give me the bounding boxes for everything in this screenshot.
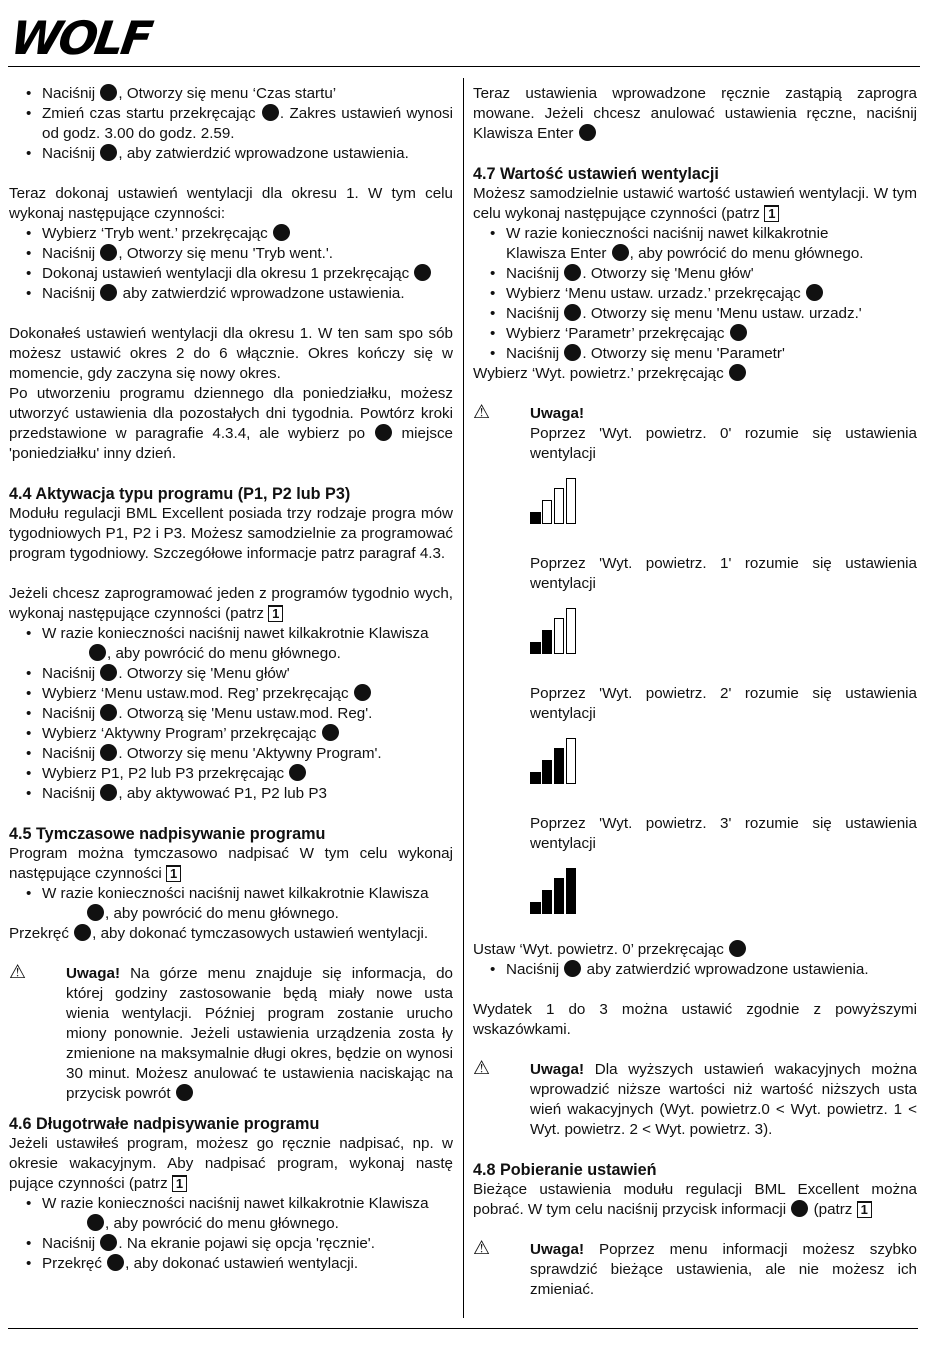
control-button-icon (100, 1234, 117, 1251)
enter-button-icon (612, 244, 629, 261)
knob-icon (729, 940, 746, 957)
list-item (9, 84, 453, 104)
vent-level-2-text: Poprzez 'Wyt. powietrz. 2' rozumie się ustawienia wentylacji (530, 685, 917, 722)
list-item (473, 264, 917, 284)
text: Naciśnij (506, 265, 564, 282)
text: . Otworzy się menu 'Menu ustaw. urzadz.' (582, 305, 862, 322)
list-item (9, 704, 453, 724)
note-ventilation-levels (473, 404, 917, 464)
paragraph-4-6 (9, 1134, 453, 1194)
control-button-icon (414, 264, 431, 281)
bar (542, 500, 552, 524)
text: Naciśnij (42, 85, 100, 102)
list-item (473, 960, 917, 980)
text: W razie konieczności naciśnij nawet kilkakrotnie (506, 225, 829, 242)
bar (530, 642, 541, 654)
bar (554, 878, 564, 914)
text: . Otworzy się menu 'Aktywny Program'. (118, 745, 382, 762)
bullet-list-4-4-b (9, 664, 453, 804)
note-title: Uwaga! (530, 405, 585, 422)
heading-4-5: 4.5 Tymczasowe nadpisywanie programu (9, 825, 326, 843)
list-item (9, 1234, 453, 1254)
paragraph-4-8 (473, 1180, 917, 1220)
control-button-icon (100, 244, 117, 261)
paragraph-period-1: Teraz dokonaj ustawień wentylacji dla okresu 1. W tym celu wykonaj następujące czynności: (9, 185, 453, 222)
text: , Otworzy się menu ‘Czas startu’ (118, 85, 337, 102)
reference-box-icon: 1 (764, 205, 779, 222)
paragraph-output-levels: Wydatek 1 do 3 można ustawić zgodnie z powyższymi wskazówkami. (473, 1001, 917, 1038)
list-item (9, 664, 453, 684)
note-text: Na górze menu znajduje się informacja, do której godziny zastosowanie będą miały nowe usta wienia wentylacji. Później program zostanie urucho miony ponownie. Jeżeli ustawienia urządzenia zosta ły zmienione na maksymalnie długi okres, będzie on wynosi 30 minut. Możesz anulować te ustawienia naciskając na przycisk powrót (66, 965, 453, 1102)
text: aby zatwierdzić wprowadzone ustawienia. (118, 285, 405, 302)
list-item (473, 304, 917, 324)
list-item (9, 764, 453, 784)
control-button-icon (100, 84, 117, 101)
knob-icon (74, 924, 91, 941)
note-title: Uwaga! (66, 965, 121, 982)
text: , aby dokonać ustawień wentylacji. (125, 1255, 359, 1272)
text: W razie konieczności naciśnij nawet kilkakrotnie Klawisza (42, 885, 429, 902)
text: Naciśnij (42, 245, 100, 262)
control-button-icon (273, 224, 290, 241)
heading-4-8: 4.8 Pobieranie ustawień (473, 1161, 657, 1179)
control-button-icon (289, 764, 306, 781)
control-button-icon (564, 344, 581, 361)
reference-box-icon: 1 (172, 1175, 187, 1192)
reference-box-icon: 1 (268, 605, 283, 622)
text: Przekręć (42, 1255, 107, 1272)
list-item (9, 224, 453, 244)
bar (530, 772, 541, 784)
list-item (9, 784, 453, 804)
text: Zmień czas startu przekręcając (42, 105, 261, 122)
back-button-icon (176, 1084, 193, 1101)
paragraph-4-5 (9, 844, 453, 884)
bullet-list-period-1 (9, 224, 453, 304)
list-item (473, 224, 917, 264)
knob-icon (729, 364, 746, 381)
control-button-icon (100, 704, 117, 721)
text: Jeżeli ustawiłeś program, możesz go ręcznie nadpisać, np. w okresie wakacyjnym. Aby nadpisać program, wykonaj nastę pujące czynności (patrz (9, 1135, 453, 1192)
text: Naciśnij (506, 345, 564, 362)
text: , aby dokonać tymczasowych ustawień wentylacji. (92, 925, 429, 942)
text: Przekręć (9, 925, 74, 942)
list-item (9, 884, 453, 924)
text: (patrz (809, 1201, 857, 1218)
text: , aby powrócić do menu głównego. (105, 1215, 339, 1232)
note-title: Uwaga! (530, 1061, 585, 1078)
text: W razie konieczności naciśnij nawet kilkakrotnie Klawisza (42, 625, 429, 642)
vent-level-2-icon (530, 736, 580, 784)
paragraph-4-4: Modułu regulacji BML Excellent posiada trzy rodzaje progra mów tygodniowych P1, P2 i P3. Możesz samodzielnie za programować program tygodniowy. Szczegółowe informacje patrz paragraf 4.3. (9, 505, 453, 562)
text: Wybierz ‘Wyt. powietrz.’ przekręcając (473, 365, 728, 382)
vent-level-3-icon (530, 866, 580, 914)
text: , aby powrócić do menu głównego. (629, 245, 864, 262)
note-text: Poprzez menu informacji możesz szybko sprawdzić bieżące ustawienia, ale nie możesz ich zmieniać. (530, 1241, 917, 1298)
header-rule (8, 66, 920, 67)
bar (566, 608, 576, 654)
right-column (473, 84, 917, 1300)
text (42, 904, 453, 924)
text (42, 644, 453, 664)
text: Program można tymczasowo nadpisać W tym celu wykonaj następujące czynności (9, 845, 453, 882)
enter-button-icon (375, 424, 392, 441)
paragraph-4-4-steps (9, 584, 453, 624)
text: , Otworzy się menu 'Tryb went.'. (118, 245, 333, 262)
column-divider (463, 78, 464, 1318)
warning-triangle-icon: ⚠ (473, 1058, 491, 1079)
bar (554, 488, 564, 524)
back-button-icon (89, 644, 106, 661)
back-button-icon (87, 1214, 104, 1231)
text: Wybierz ‘Aktywny Program’ przekręcając (42, 725, 321, 742)
paragraph-set-air-0 (473, 940, 917, 960)
bar (566, 868, 576, 914)
bullet-list-4-4 (9, 624, 453, 664)
text: Naciśnij (42, 145, 100, 162)
note-holiday-levels (473, 1060, 917, 1140)
reference-box-icon: 1 (857, 1201, 872, 1218)
list-item (9, 264, 453, 284)
bullet-list-4-7 (473, 224, 917, 264)
control-button-icon (564, 304, 581, 321)
list-item (9, 144, 453, 164)
list-item (9, 684, 453, 704)
note-info-menu (473, 1240, 917, 1300)
bar (530, 512, 541, 524)
text: W razie konieczności naciśnij nawet kilkakrotnie Klawisza (42, 1195, 429, 1212)
note-title: Uwaga! (530, 1241, 585, 1258)
bar (566, 738, 576, 784)
back-button-icon (87, 904, 104, 921)
bullet-list-confirm (473, 960, 917, 980)
enter-button-icon (579, 124, 596, 141)
list-item (9, 284, 453, 304)
text: Wybierz P1, P2 lub P3 przekręcając (42, 765, 289, 782)
text: Bieżące ustawienia modułu regulacji BML Excellent można pobrać. W tym celu naciśnij przycisk informacji (473, 1181, 917, 1218)
bullet-list-4-6 (9, 1194, 453, 1234)
control-button-icon (564, 264, 581, 281)
wolf-logo: WOLF (7, 11, 154, 65)
bar (542, 630, 552, 654)
list-item (9, 744, 453, 764)
text: . Na ekranie pojawi się opcja 'ręcznie'. (118, 1235, 375, 1252)
text: . Otworzy się menu 'Parametr' (582, 345, 785, 362)
text: Naciśnij (42, 705, 100, 722)
text: Naciśnij (42, 285, 100, 302)
text: , aby aktywować P1, P2 lub P3 (118, 785, 327, 802)
bullet-list-start-time (9, 84, 453, 164)
text: . Otworzą się 'Menu ustaw.mod. Reg'. (118, 705, 373, 722)
bar (554, 618, 564, 654)
bar (542, 890, 552, 914)
list-item (9, 1254, 453, 1274)
text: , aby powrócić do menu głównego. (105, 905, 339, 922)
list-item (473, 284, 917, 304)
text: Naciśnij (42, 1235, 100, 1252)
list-item (473, 324, 917, 344)
bar (530, 902, 541, 914)
text: Wybierz ‘Parametr’ przekręcając (506, 325, 729, 342)
control-button-icon (100, 664, 117, 681)
list-item (9, 104, 453, 144)
text (42, 1214, 453, 1234)
enter-button-icon (564, 960, 581, 977)
text: Po utworzeniu programu dziennego dla poniedziałku, możesz utworzyć ustawienia dla pozostałych dni tygodnia. Powtórz kroki przedstawione w paragrafie 4.3.4, ale wybierz po (9, 385, 453, 442)
paragraph-periods-2-6: Dokonałeś ustawień wentylacji dla okresu 1. W ten sam spo sób możesz ustawić okres 2 do 6 włącznie. Okres kończy się w momencie, gdy zaczyna się nowy okres. (9, 325, 453, 382)
bar (542, 760, 552, 784)
info-button-icon (791, 1200, 808, 1217)
note-text: Dla wyższych ustawień wakacyjnych można wprowadzić niższe wartości niż wartość niższych usta wień wakacyjnych (Wyt. powietrz.0 < Wyt. powietrz. 1 < Wyt. powietrz. 2 < Wyt. powietrz. 3). (530, 1061, 917, 1138)
warning-triangle-icon: ⚠ (473, 402, 491, 423)
text: . Otworzy się 'Menu głów' (118, 665, 290, 682)
text: , aby powrócić do menu głównego. (107, 645, 341, 662)
paragraph-select-air (473, 364, 917, 384)
text: Możesz samodzielnie ustawić wartość ustawień wentylacji. W tym celu wykonaj następujące czynności (patrz (473, 185, 917, 222)
heading-4-4: 4.4 Aktywacja typu programu (P1, P2 lub P3) (9, 485, 351, 503)
text: . Otworzy się 'Menu głów' (582, 265, 754, 282)
text: . Zakres ustawień wynosi od godz. 3.00 do godz. 2.59. (42, 105, 453, 142)
paragraph-4-5-turn (9, 924, 453, 944)
text: Wybierz ‘Tryb went.’ przekręcając (42, 225, 272, 242)
text: , aby zatwierdzić wprowadzone ustawienia. (118, 145, 409, 162)
reference-box-icon: 1 (166, 865, 181, 882)
control-button-icon (354, 684, 371, 701)
text: Naciśnij (42, 785, 100, 802)
control-button-icon (100, 784, 117, 801)
bullet-list-4-6-b (9, 1234, 453, 1274)
text: Naciśnij (42, 745, 100, 762)
text: miejsce 'poniedziałku' inny dzień. (9, 425, 454, 462)
bar (554, 748, 564, 784)
control-button-icon (806, 284, 823, 301)
warning-triangle-icon: ⚠ (473, 1238, 491, 1259)
bullet-list-4-7-b (473, 264, 917, 364)
text: Jeżeli chcesz zaprogramować jeden z programów tygodnio wych, wykonaj następujące czynności (patrz (9, 585, 453, 622)
control-button-icon (262, 104, 279, 121)
list-item (9, 1194, 453, 1234)
text: aby zatwierdzić wprowadzone ustawienia. (582, 961, 869, 978)
heading-4-7: 4.7 Wartość ustawień wentylacji (473, 165, 719, 183)
text: Teraz ustawienia wprowadzone ręcznie zastąpią zaprogra mowane. Jeżeli chcesz anulować ustawienia ręczne, naciśnij Klawisza Enter (473, 85, 917, 142)
paragraph-other-days (9, 384, 453, 464)
control-button-icon (100, 144, 117, 161)
heading-4-6: 4.6 Długotrwałe nadpisywanie programu (9, 1115, 320, 1133)
text: Naciśnij (506, 961, 564, 978)
vent-level-1-icon (530, 606, 580, 654)
control-button-icon (322, 724, 339, 741)
note-4-5 (9, 964, 453, 1104)
list-item (473, 344, 917, 364)
text: Naciśnij (506, 305, 564, 322)
text: Wybierz ‘Menu ustaw. urzadz.’ przekręcając (506, 285, 805, 302)
footer-rule (8, 1328, 918, 1329)
vent-level-0-text: Poprzez 'Wyt. powietrz. 0' rozumie się ustawienia wentylacji (530, 425, 917, 462)
list-item (9, 244, 453, 264)
vent-level-1-text: Poprzez 'Wyt. powietrz. 1' rozumie się ustawienia wentylacji (530, 555, 917, 592)
vent-level-0-icon (530, 476, 580, 524)
text: Ustaw ‘Wyt. powietrz. 0’ przekręcając (473, 941, 729, 958)
text: Naciśnij (42, 665, 100, 682)
control-button-icon (107, 1254, 124, 1271)
text: Dokonaj ustawień wentylacji dla okresu 1 przekręcając (42, 265, 414, 282)
control-button-icon (100, 284, 117, 301)
vent-level-3-text: Poprzez 'Wyt. powietrz. 3' rozumie się ustawienia wentylacji (530, 815, 917, 852)
control-button-icon (730, 324, 747, 341)
text: Wybierz ‘Menu ustaw.mod. Reg’ przekręcając (42, 685, 353, 702)
bar (566, 478, 576, 524)
warning-triangle-icon: ⚠ (9, 962, 27, 983)
list-item (9, 724, 453, 744)
paragraph-manual-override (473, 84, 917, 144)
paragraph-4-7 (473, 184, 917, 224)
text: Klawisza Enter (506, 245, 611, 262)
left-column (9, 84, 453, 1274)
control-button-icon (100, 744, 117, 761)
bullet-list-4-5 (9, 884, 453, 924)
list-item (9, 624, 453, 664)
